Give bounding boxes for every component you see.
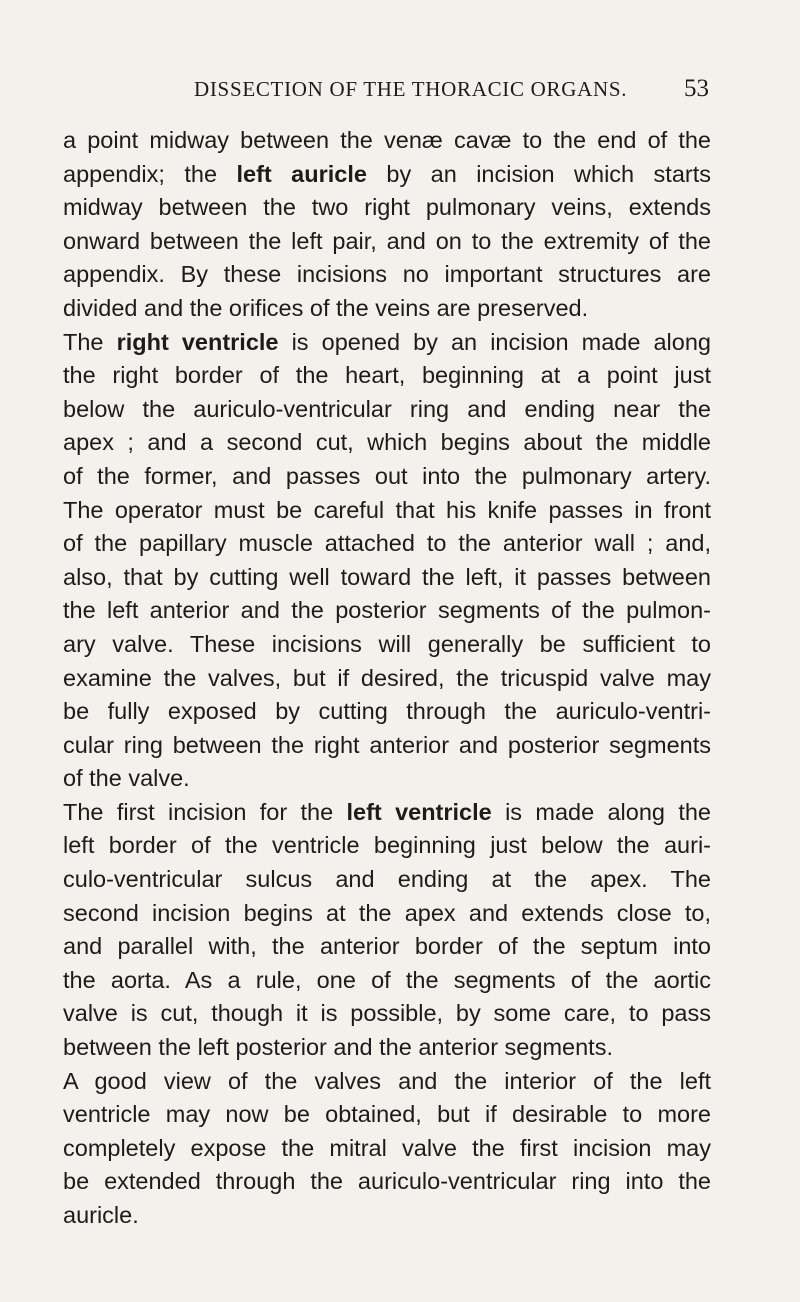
text-line [63,258,711,292]
text-line [63,863,711,897]
text-run: examine the valves, but if desired, the tricuspid valve may [63,664,711,691]
text-run: appendix. By these incisions no important structures are [63,261,711,288]
text-run: also, that by cutting well toward the left, it passes between [63,563,711,590]
text-run: cular ring between the right anterior and posterior segments [63,731,711,758]
text-line [63,158,711,192]
paragraph [63,326,711,796]
text-run: The [63,328,117,355]
bold-term: left ventricle [346,798,492,825]
text-run: second incision begins at the apex and extends close to, [63,899,711,926]
text-run: valve is cut, though it is possible, by some care, to pass [63,1000,711,1027]
text-line [63,1165,711,1199]
text-run: apex ; and a second cut, which begins about the middle [63,429,711,456]
text-line [63,1065,711,1099]
text-run: and parallel with, the anterior border of the septum into [63,933,711,960]
text-line [63,460,711,494]
body-text [63,124,711,1233]
text-line [63,124,711,158]
text-line [63,628,711,662]
paragraph [63,1065,711,1233]
page-number: 53 [684,75,709,102]
bold-term: right ventricle [116,328,279,355]
text-line [63,662,711,696]
text-run: onward between the left pair, and on to the extremity of the [63,227,711,254]
text-run: divided and the orifices of the veins are preserved. [63,294,589,321]
text-line [63,1031,711,1065]
running-header [64,74,709,104]
text-run: the aorta. As a rule, one of the segments of the aortic [63,966,711,993]
text-line [63,930,711,964]
text-line [63,897,711,931]
text-line [63,225,711,259]
text-run: left border of the ventricle beginning just below the auri- [63,832,711,859]
text-run: be extended through the auriculo-ventricular ring into the [63,1168,711,1195]
text-run: the right border of the heart, beginning at a point just [63,362,711,389]
text-run: midway between the two right pulmonary veins, extends [63,194,711,221]
text-run: auricle. [63,1202,139,1228]
text-run: The first incision for the [63,798,347,825]
text-run: by an incision which starts [366,160,711,187]
text-run: the left anterior and the posterior segments of the pulmon- [63,597,711,624]
text-line [63,1199,711,1233]
text-run: be fully exposed by cutting through the auriculo-ventri- [63,698,711,725]
text-run: below the auriculo-ventricular ring and ending near the [63,395,711,422]
text-line [63,796,711,830]
text-line [63,964,711,998]
text-line [63,829,711,863]
text-run: is opened by an incision made along [278,328,711,355]
text-line [63,997,711,1031]
paragraph [63,124,711,326]
bold-term: left auricle [236,160,367,187]
text-run: A good view of the valves and the interior of the left [63,1067,711,1094]
text-run: ary valve. These incisions will generally be sufficient to [63,630,711,657]
text-line [63,1098,711,1132]
text-line [63,426,711,460]
text-run: between the left posterior and the anterior segments. [63,1034,613,1061]
text-run: of the valve. [63,765,190,792]
text-run: of the former, and passes out into the pulmonary artery. [63,462,711,489]
paragraph [63,796,711,1065]
text-run: ventricle may now be obtained, but if desirable to more [63,1101,711,1128]
text-run: The operator must be careful that his knife passes in front [63,496,711,523]
text-line [63,393,711,427]
text-line [63,561,711,595]
text-run: culo-ventricular sulcus and ending at the apex. The [63,866,711,893]
text-run: completely expose the mitral valve the first incision may [63,1134,711,1161]
text-run: appendix; the [63,160,237,187]
running-title: DISSECTION OF THE THORACIC ORGANS. [194,77,628,101]
text-run: of the papillary muscle attached to the anterior wall ; and, [63,530,711,557]
text-line [63,494,711,528]
text-line [63,594,711,628]
text-line [63,359,711,393]
text-run: a point midway between the venæ cavæ to the end of the [63,127,711,153]
text-line [63,729,711,763]
text-line [63,527,711,561]
text-line [63,762,711,796]
text-line [63,695,711,729]
text-run: is made along the [491,798,711,825]
text-line [63,326,711,360]
text-line [63,191,711,225]
text-line [63,292,711,326]
text-line [63,1132,711,1166]
